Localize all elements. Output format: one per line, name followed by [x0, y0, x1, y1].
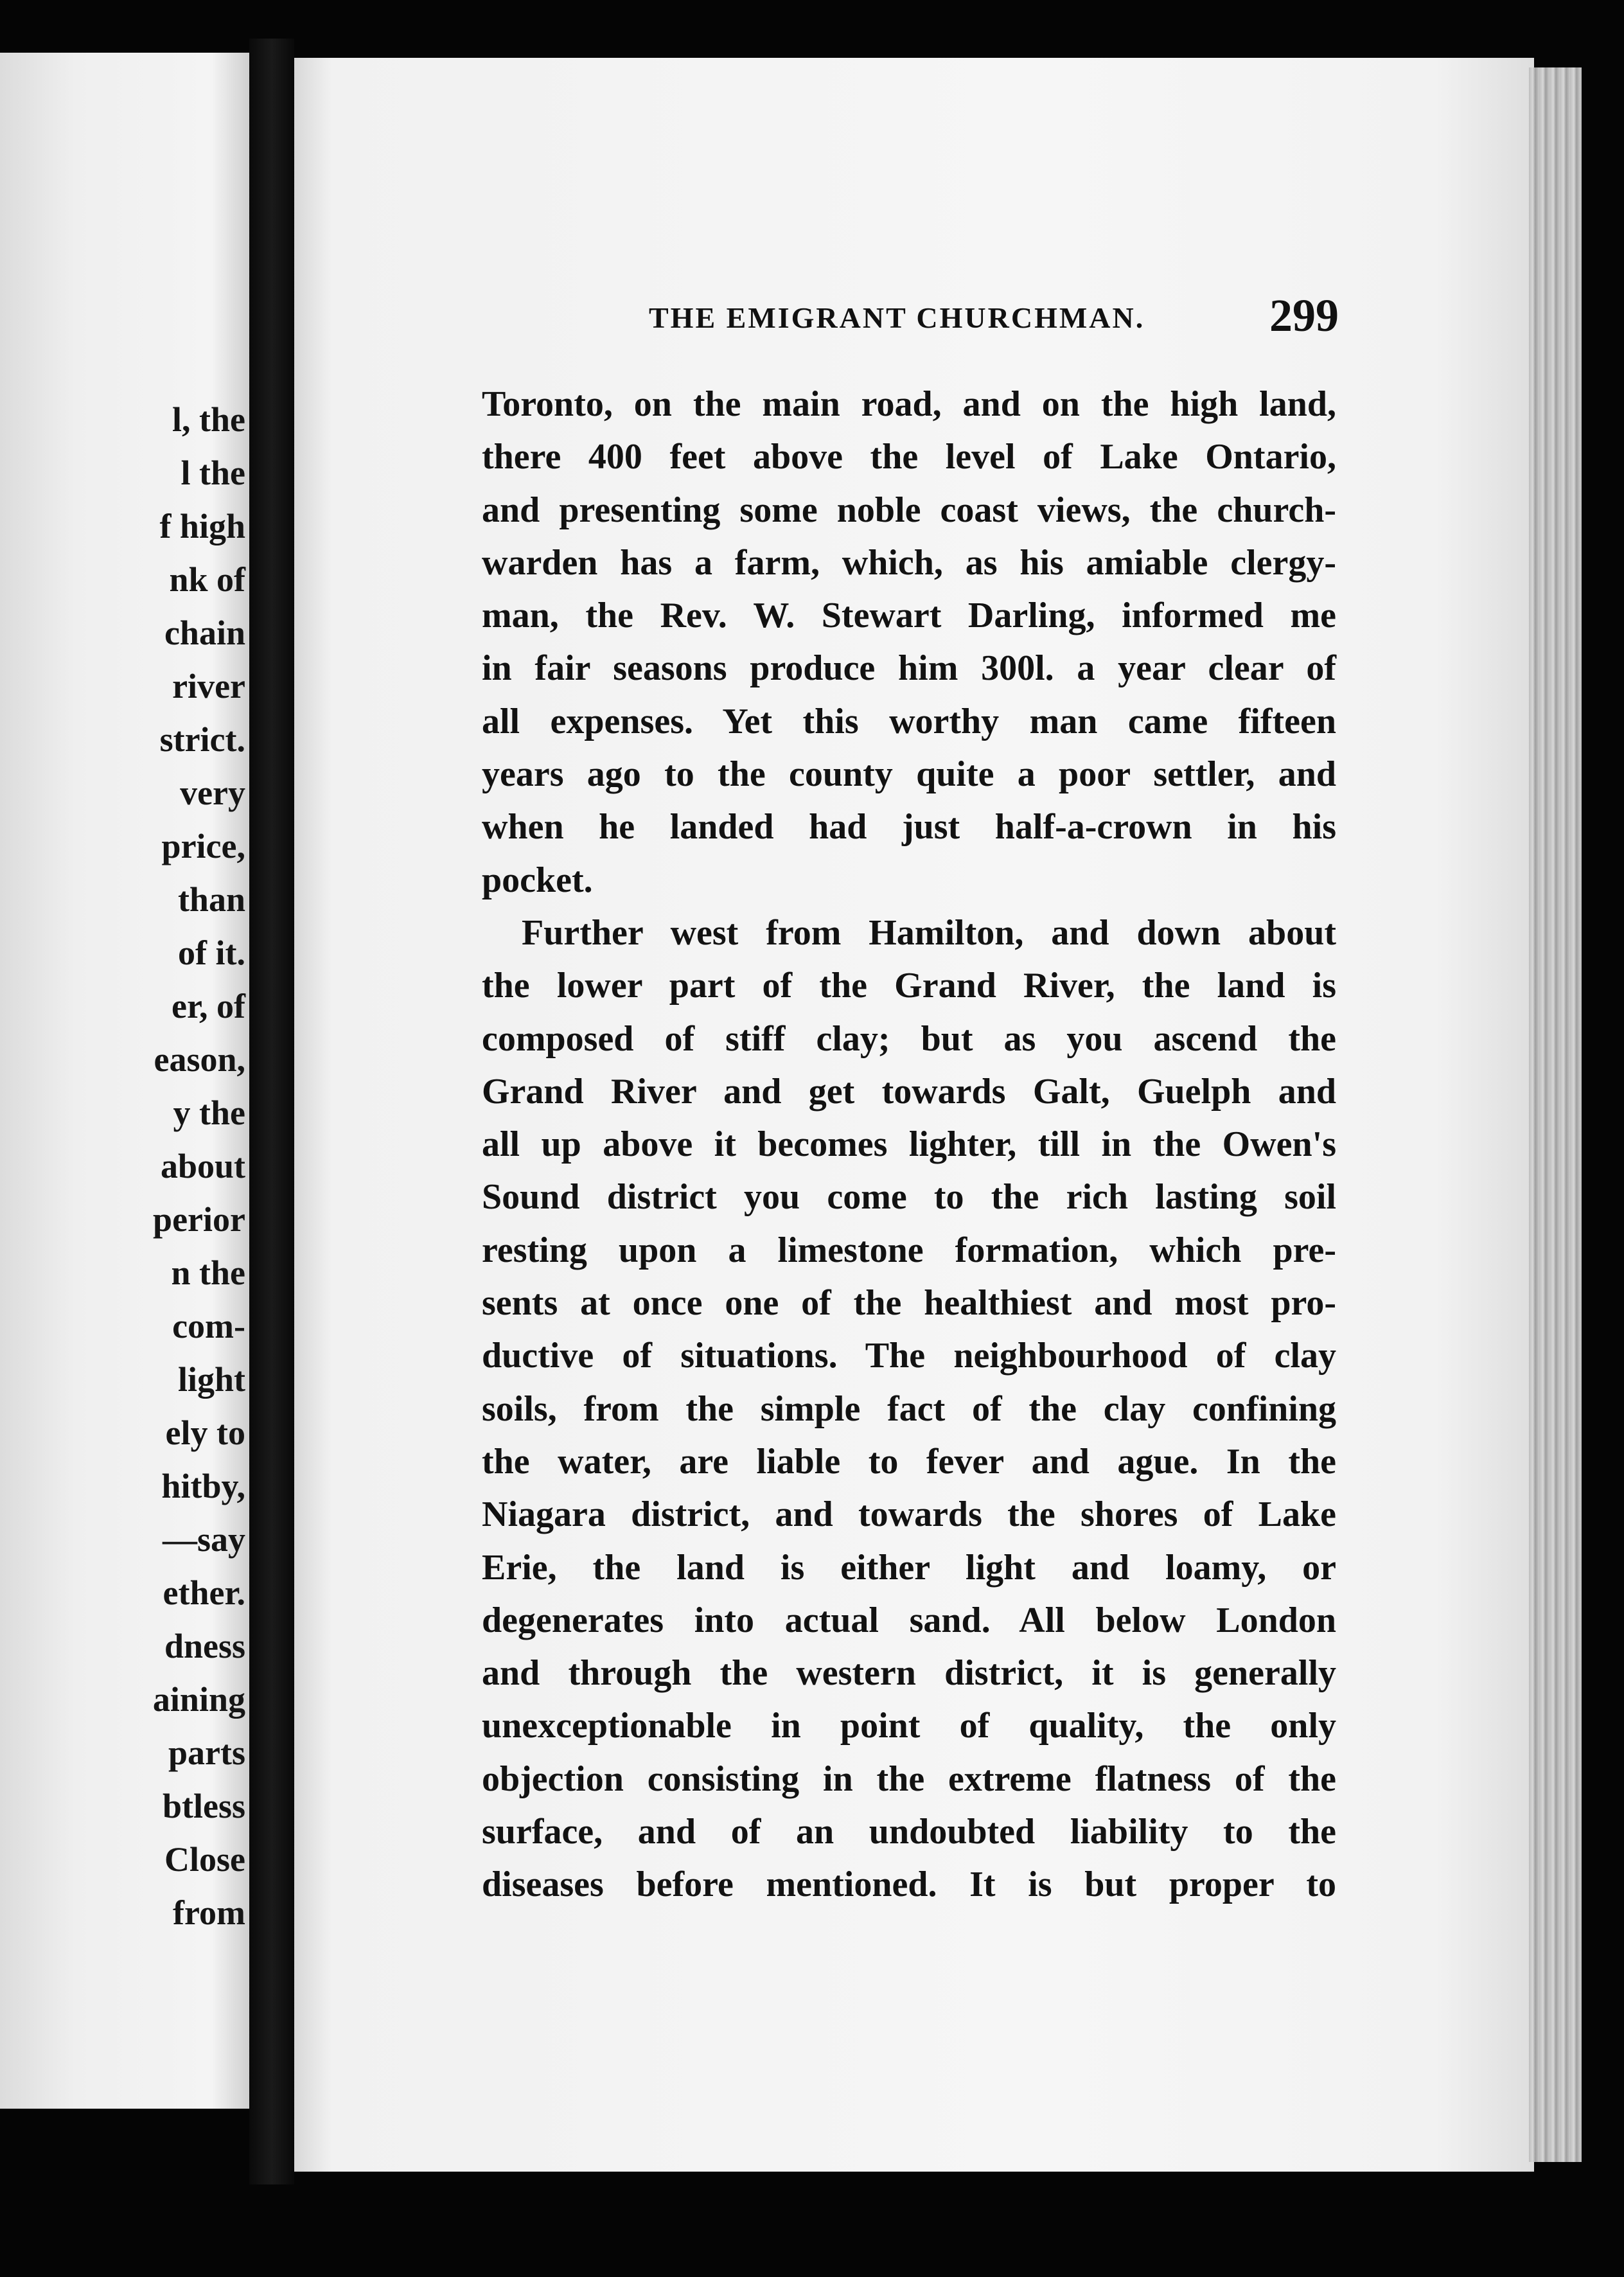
left-line: aining: [152, 1680, 245, 1719]
body-text: [482, 378, 1336, 1911]
left-line: com-: [172, 1307, 245, 1345]
text-line: the water, are liable to fever and ague. In the: [482, 1441, 1336, 1482]
page-edge: [1529, 67, 1582, 2162]
text-line: Toronto, on the main road, and on the high land,: [482, 384, 1336, 424]
left-line: chain: [164, 614, 245, 652]
left-line: Close: [164, 1840, 245, 1879]
text-line: man, the Rev. W. Stewart Darling, informed me: [482, 596, 1336, 636]
left-line: price,: [161, 827, 245, 865]
text-line: all expenses. Yet this worthy man came fifteen: [482, 701, 1336, 741]
left-line: y the: [173, 1094, 245, 1132]
text-line: and through the western district, it is generally: [482, 1653, 1336, 1694]
text-line: all up above it becomes lighter, till in the Owen's: [482, 1124, 1336, 1165]
text-line: ductive of situations. The neighbourhood of clay: [482, 1336, 1336, 1376]
text-line: in fair seasons produce him 300l. a year clear of: [482, 648, 1336, 689]
left-page-text: [0, 393, 249, 1940]
text-line: resting upon a limestone formation, which pre-: [482, 1230, 1336, 1270]
text-line: Further west from Hamilton, and down about: [522, 912, 1336, 953]
left-line: light: [177, 1360, 245, 1399]
text-line: when he landed had just half-a-crown in his: [482, 807, 1336, 847]
left-line: perior: [153, 1200, 245, 1239]
running-title: THE EMIGRANT CHURCHMAN.: [649, 301, 1145, 334]
text-line: sents at once one of the healthiest and most pro-: [482, 1283, 1336, 1324]
text-line: soils, from the simple fact of the clay confining: [482, 1388, 1336, 1429]
left-line: from: [173, 1893, 245, 1932]
left-line: parts: [168, 1733, 245, 1772]
left-line: river: [172, 667, 245, 705]
left-line: l the: [181, 454, 245, 492]
left-line: er, of: [172, 987, 245, 1025]
left-line: eason,: [154, 1040, 245, 1079]
left-line: nk of: [169, 560, 245, 599]
left-line: ely to: [165, 1413, 245, 1452]
text-line: degenerates into actual sand. All below London: [482, 1600, 1336, 1640]
left-line: than: [177, 880, 245, 919]
text-line: and presenting some noble coast views, the church-: [482, 490, 1336, 530]
left-line: ether.: [163, 1573, 245, 1612]
text-line: surface, and of an undoubted liability to the: [482, 1812, 1336, 1852]
left-line: btless: [162, 1787, 245, 1825]
running-head: [649, 289, 1343, 347]
text-line: pocket.: [482, 860, 593, 900]
left-line: n the: [171, 1254, 245, 1292]
left-line: very: [180, 774, 245, 812]
page-number: 299: [1269, 290, 1339, 341]
left-line: —say: [162, 1520, 245, 1559]
text-line: the lower part of the Grand River, the land is: [482, 966, 1336, 1006]
left-line: strict.: [159, 720, 245, 759]
left-line: of it.: [178, 934, 245, 972]
text-line: diseases before mentioned. It is but proper to: [482, 1865, 1336, 1905]
text-line: warden has a farm, which, as his amiable clergy-: [482, 542, 1336, 583]
book-gutter: [249, 39, 294, 2184]
left-line: hitby,: [161, 1467, 245, 1505]
text-line: years ago to the county quite a poor settler, and: [482, 754, 1336, 795]
left-line: f high: [159, 507, 245, 545]
text-line: there 400 feet above the level of Lake Ontario,: [482, 437, 1336, 477]
left-line: about: [160, 1147, 245, 1185]
text-line: objection consisting in the extreme flatness of the: [482, 1759, 1336, 1799]
left-page: [0, 53, 249, 2109]
text-line: Grand River and get towards Galt, Guelph and: [482, 1071, 1336, 1112]
left-line: dness: [164, 1627, 245, 1665]
text-line: Erie, the land is either light and loamy, or: [482, 1547, 1336, 1588]
text-line: Niagara district, and towards the shores of Lake: [482, 1494, 1336, 1535]
text-line: composed of stiff clay; but as you ascend the: [482, 1018, 1336, 1059]
left-line: l, the: [172, 400, 245, 439]
text-line: unexceptionable in point of quality, the only: [482, 1706, 1336, 1746]
text-line: Sound district you come to the rich lasting soil: [482, 1177, 1336, 1218]
